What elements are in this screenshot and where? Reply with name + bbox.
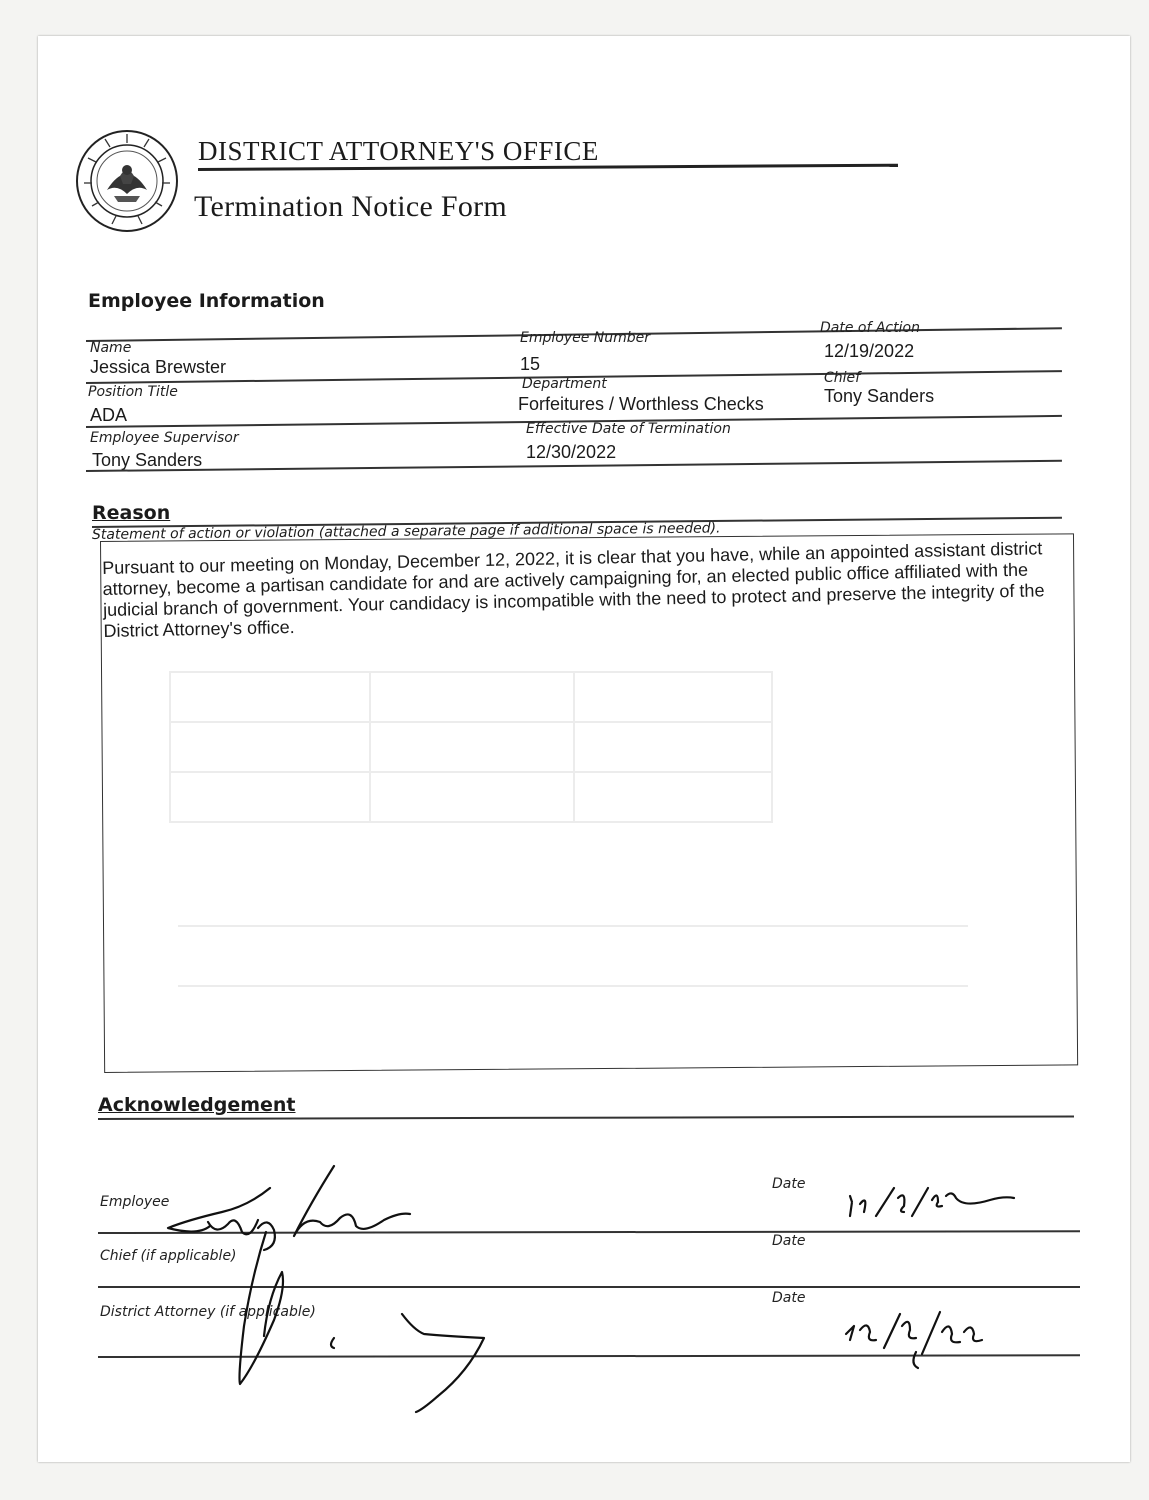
page-content <box>38 36 1130 1462</box>
date-of-action-value: 12/19/2022 <box>824 341 915 361</box>
chief-signature-line <box>98 1286 1080 1288</box>
employee-date-label: Date <box>772 1176 806 1192</box>
chief-date-label: Date <box>772 1233 806 1249</box>
district-attorney-seal-logo <box>74 128 180 234</box>
employee-information-heading: Employee Information <box>88 290 325 312</box>
form-title: Termination Notice Form <box>194 190 508 223</box>
employee-signature-label: Employee <box>100 1194 170 1210</box>
district-attorney-date-label: Date <box>772 1290 806 1306</box>
date-of-action-label: Date of Action <box>820 320 920 336</box>
name-value: Jessica Brewster <box>90 357 227 377</box>
employee-signature-line <box>98 1230 1080 1234</box>
reason-text: Pursuant to our meeting on Monday, December 12, 2022, it is clear that you have, while an appointed assistant district attorney, become a partisan candidate for and are actively campaigning for, an elected public office affiliated with the judicial branch of government. Your candidacy is incompatible with the need to protect and preserve the integrity of the District Attorney's office. <box>102 538 1045 641</box>
employee-supervisor-label: Employee Supervisor <box>90 430 239 446</box>
effective-date-label: Effective Date of Termination <box>526 421 731 437</box>
employee-number-label: Employee Number <box>520 330 651 346</box>
position-title-label: Position Title <box>88 384 178 400</box>
department-label: Department <box>522 376 607 392</box>
acknowledgement-divider <box>98 1115 1074 1120</box>
position-title-value: ADA <box>90 405 128 425</box>
employee-supervisor-value: Tony Sanders <box>92 450 203 470</box>
reason-heading: Reason <box>92 502 171 524</box>
chief-label: Chief <box>824 370 861 386</box>
office-title: DISTRICT ATTORNEY'S OFFICE <box>198 136 599 166</box>
document-page <box>38 36 1130 1462</box>
district-attorney-signature-scribble <box>331 1314 484 1412</box>
district-attorney-signature-label: District Attorney (if applicable) <box>100 1304 316 1320</box>
name-label: Name <box>90 340 132 356</box>
acknowledgement-heading: Acknowledgement <box>98 1094 296 1116</box>
district-attorney-date-handwritten <box>846 1312 982 1368</box>
employee-number-value: 15 <box>520 354 541 374</box>
employee-signature-scribble <box>168 1166 410 1250</box>
chief-value: Tony Sanders <box>824 386 935 406</box>
employee-date-handwritten <box>850 1188 1014 1216</box>
district-attorney-signature-line <box>98 1354 1080 1358</box>
department-value: Forfeitures / Worthless Checks <box>518 394 764 414</box>
reason-statement-label: Statement of action or violation (attached a separate page if additional space is needed). <box>91 520 721 543</box>
chief-signature-label: Chief (if applicable) <box>100 1248 237 1264</box>
effective-date-value: 12/30/2022 <box>526 442 617 462</box>
